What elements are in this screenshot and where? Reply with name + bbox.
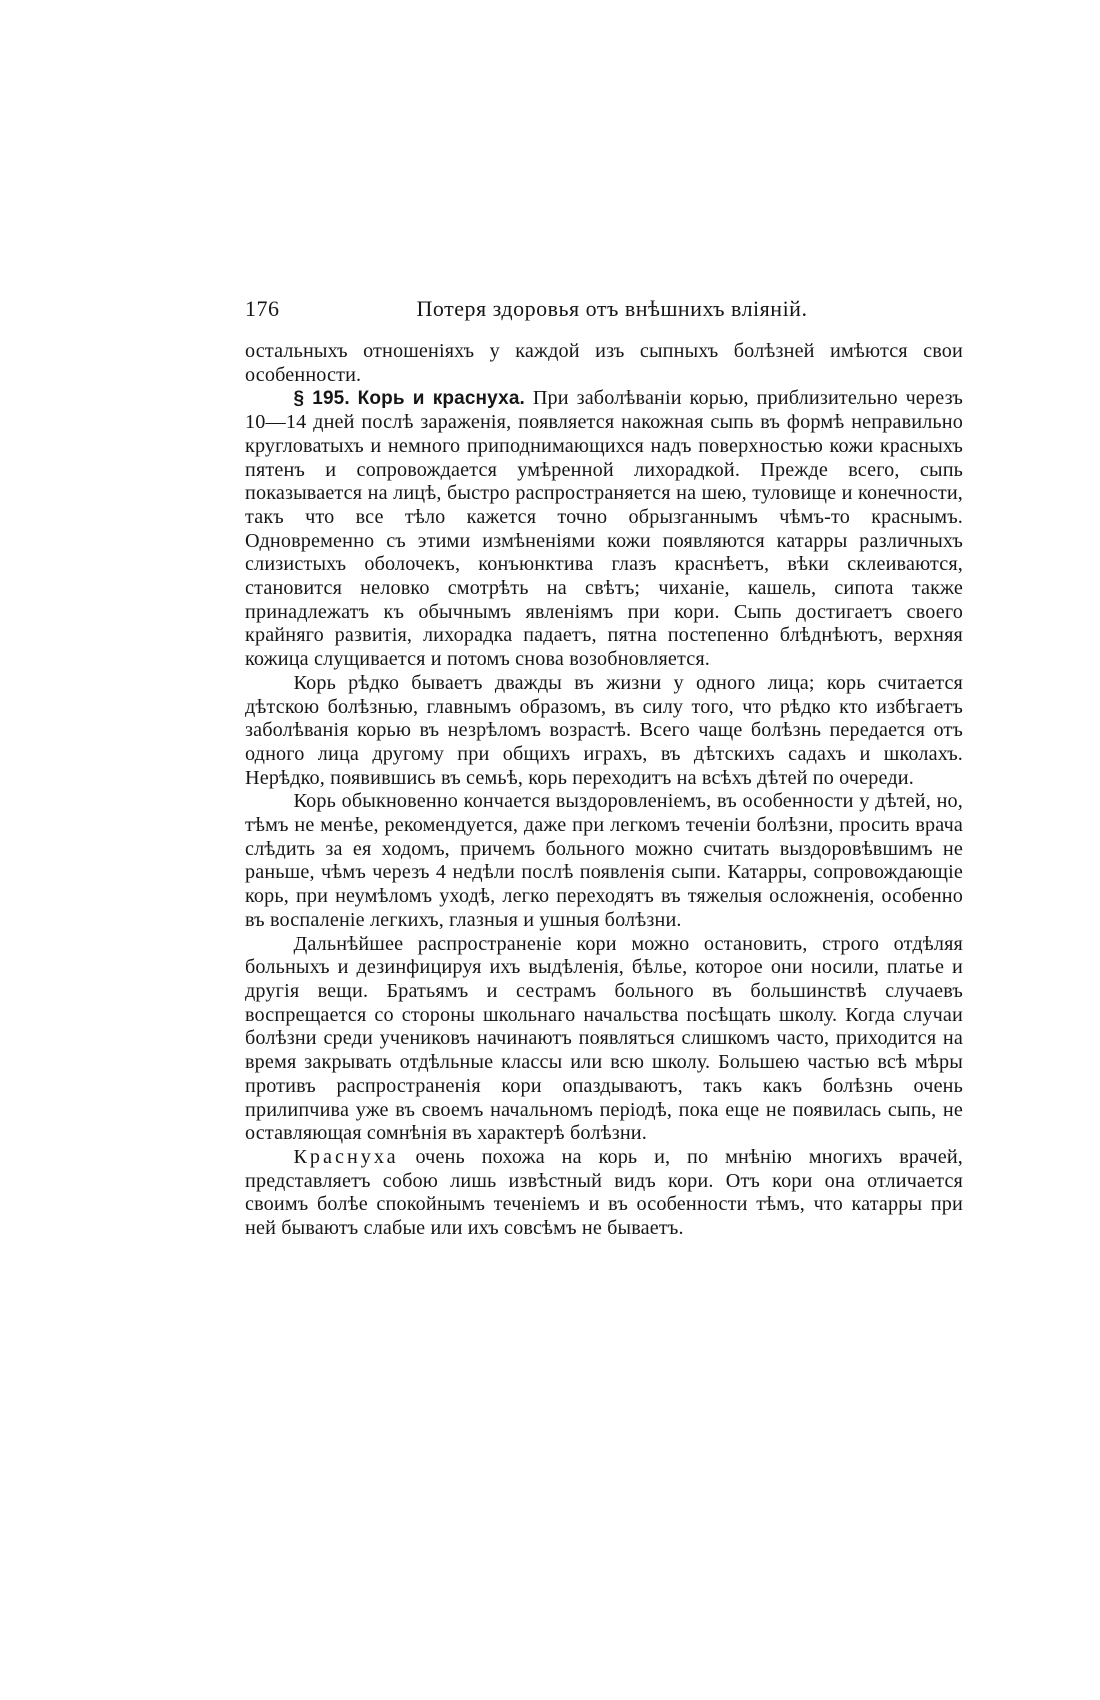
paragraph-5 <box>245 1146 963 1241</box>
paragraph-text: Дальнѣйшее распространеніе кори можно остановить, строго отдѣляя больныхъ и дезинфицируя ихъ выдѣленія, бѣлье, которое они носили, платье и другія вещи. Братьямъ и сестрамъ больного въ большинствѣ случаевъ воспрещается со стороны школьнаго начальства посѣщать школу. Когда случаи болѣзни среди учениковъ начинаютъ появляться слишкомъ часто, приходится на время закрывать отдѣльные классы или всю школу. Большею частью всѣ мѣры противъ распространенія кори опаздываютъ, такъ какъ болѣзнь очень прилипчива уже въ своемъ начальномъ періодѣ, пока еще не появилась сыпь, не оставляющая сомнѣнія въ характерѣ болѣзни. <box>245 932 963 1145</box>
paragraph-text: очень похожа на корь и, по мнѣнію многихъ врачей, представляетъ собою лишь извѣстный видъ кори. Отъ кори она отличается своимъ болѣе спокойнымъ теченіемъ и въ особенности тѣмъ, что катарры при ней бываютъ слабые или ихъ совсѣмъ не бываетъ. <box>245 1145 963 1240</box>
paragraph-2 <box>245 672 963 791</box>
term-krasnukha: Краснуха <box>293 1145 399 1168</box>
paragraph-text: При заболѣваніи корью, приблизительно черезъ 10—14 дней послѣ зараженія, появляется накожная сыпь въ формѣ неправильно кругловатыхъ и немного приподнимающихся надъ поверхностью кожи красныхъ пятенъ и сопровождается умѣренной лихорадкой. Прежде всего, сыпь показывается на лицѣ, быстро распространяется на шею, туловище и конечности, такъ что все тѣло кажется точно обрызганнымъ чѣмъ-то краснымъ. Одновременно съ этими измѣненіями кожи появляются катарры различныхъ слизистыхъ оболочекъ, конъюнктива глазъ краснѣетъ, вѣки склеиваются, становится неловко смотрѣть на свѣтъ; чиханіе, кашель, сипота также принадлежатъ къ обычнымъ явленіямъ при кори. Сыпь достигаетъ своего крайняго развитія, лихорадка падаетъ, пятна постепенно блѣднѣютъ, верхняя кожица слущивается и потомъ снова возобновляется. <box>245 387 963 671</box>
section-title: Корь и краснуха. <box>357 388 525 410</box>
section-number: § 195. <box>293 388 350 410</box>
paragraph-continuation <box>245 340 963 387</box>
paragraph-text: Корь рѣдко бываетъ дважды въ жизни у одного лица; корь считается дѣтскою болѣзнью, главнымъ образомъ, въ силу того, что рѣдко кто избѣгаетъ заболѣванія корью въ незрѣломъ возрастѣ. Всего чаще болѣзнь передается отъ одного лица другому при общихъ играхъ, въ дѣтскихъ садахъ и школахъ. Нерѣдко, появившись въ семьѣ, корь переходитъ на всѣхъ дѣтей по очереди. <box>245 671 963 789</box>
page-number: 176 <box>245 296 280 321</box>
paragraph-3 <box>245 790 963 932</box>
paragraph-4 <box>245 933 963 1146</box>
paragraph-section-195 <box>245 387 963 671</box>
paragraph-text: остальныхъ отношеніяхъ у каждой изъ сыпныхъ болѣзней имѣются свои особенности. <box>245 340 963 386</box>
paragraph-text: Корь обыкновенно кончается выздоровленіемъ, въ особенности у дѣтей, но, тѣмъ не менѣе, рекомендуется, даже при легкомъ теченіи болѣзни, просить врача слѣдить за ея ходомъ, причемъ больного можно считать выздоровѣвшимъ не раньше, чѣмъ черезъ 4 недѣли послѣ появленія сыпи. Катарры, сопровождающіе корь, при неумѣломъ уходѣ, легко переходятъ въ тяжелыя осложненія, особенно въ воспаленіе легкихъ, глазныя и ушныя болѣзни. <box>245 790 963 931</box>
running-head <box>245 296 963 326</box>
running-title: Потеря здоровья отъ внѣшнихъ вліяній. <box>416 296 808 321</box>
page-text <box>245 296 963 1241</box>
